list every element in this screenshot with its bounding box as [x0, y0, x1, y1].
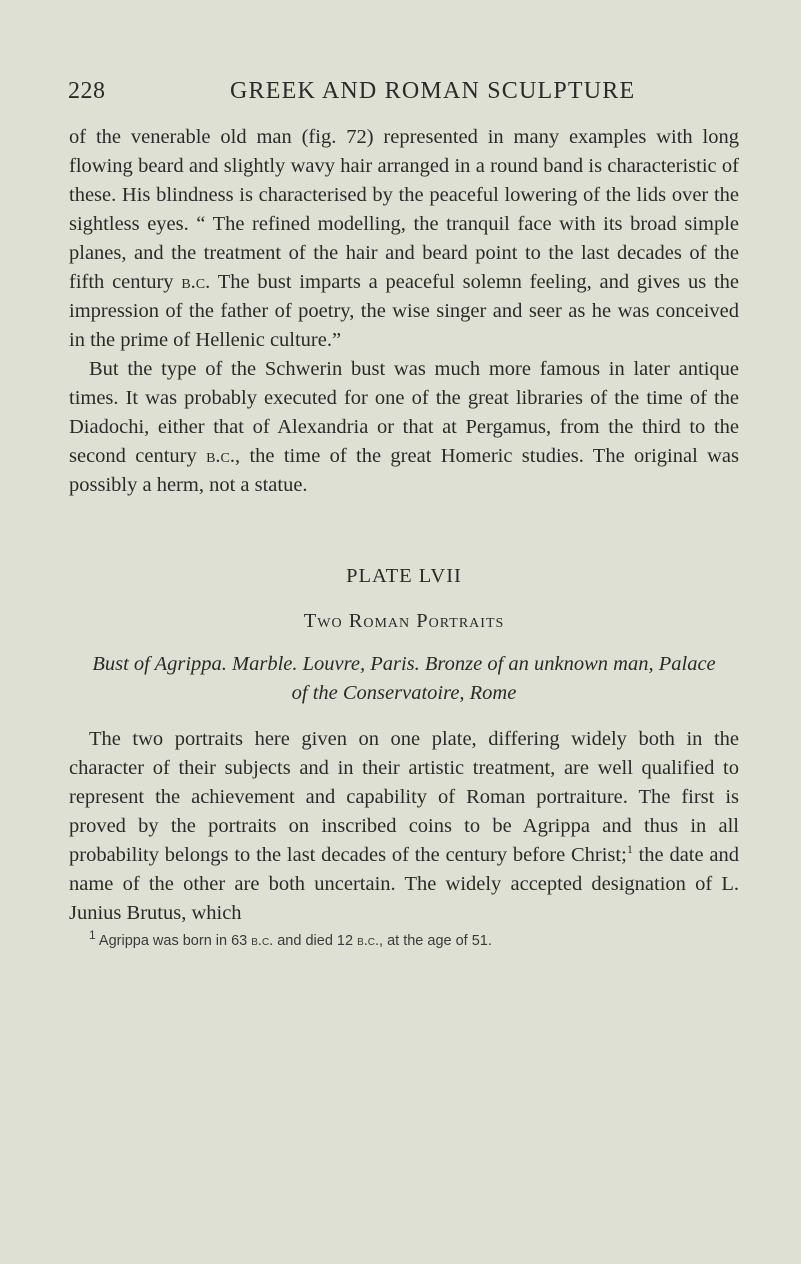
footnote-marker: 1 [89, 928, 96, 943]
footnote-bc-1: b.c. [251, 933, 274, 949]
paragraph-1-text-b: The bust imparts a peaceful solemn feeling, and gives us the impression of the father of poetry, the wise singer and seer as he was conceived in the prime of Hellenic culture.” [69, 271, 739, 351]
footnote-reference: 1 [626, 842, 633, 857]
paragraph-2-bc: b.c. [206, 445, 236, 467]
paragraph-1-bc: b.c. [181, 271, 211, 293]
page-header [68, 78, 738, 114]
paragraph-3-text-a: The two portraits here given on one plate, differing widely both in the character of their subjects and in their artistic treatment, are well qualified to represent the achievement and capability of Roman portraiture. The first is proved by the portraits on inscribed coins to be Agrippa and thus in all probability belongs to the last decades of the century before Christ; [69, 728, 739, 866]
footnote [69, 928, 739, 951]
paragraph-2-text-a: But the type of the Schwerin bust was much more famous in later antique times. It was probably executed for one of the great libraries of the time of the Diadochi, either that of Alexandria or that at Pergamus, from the third to the second century [69, 358, 739, 467]
footnote-bc-2: b.c. [357, 933, 380, 949]
footnote-text-b: and died 12 [273, 933, 358, 949]
paragraph-2 [69, 355, 739, 500]
page-body [69, 123, 739, 951]
paragraph-2-text-b: , the time of the great Homeric studies. The original was possibly a herm, not a statue. [69, 445, 739, 496]
plate-caption: Bust of Agrippa. Marble. Louvre, Paris. Bronze of an unknown man, Palace of the Conservatoire, Rome [92, 653, 716, 704]
page-number: 228 [68, 78, 106, 104]
paragraph-1-text-a: of the venerable old man (fig. 72) represented in many examples with long flowing beard and slightly wavy hair arranged in a round band is characteristic of these. His blindness is characterised by the peaceful lowering of the lids over the sightless eyes. “ The refined modelling, the tranquil face with its broad simple planes, and the treatment of the hair and beard point to the last decades of the fifth century [69, 126, 739, 293]
footnote-text-c: , at the age of 51. [379, 933, 492, 949]
plate-subtitle: Two Roman Portraits [303, 610, 505, 632]
paragraph-3 [69, 725, 739, 928]
footnote-text-a: Agrippa was born in 63 [95, 933, 252, 949]
running-title: GREEK AND ROMAN SCULPTURE [230, 78, 636, 104]
paragraph-3-text-b: the date and name of the other are both uncertain. The widely accepted designation of L. Junius Brutus, which [69, 844, 739, 924]
paragraph-1 [69, 123, 739, 355]
plate-title: PLATE LVII [346, 565, 462, 587]
